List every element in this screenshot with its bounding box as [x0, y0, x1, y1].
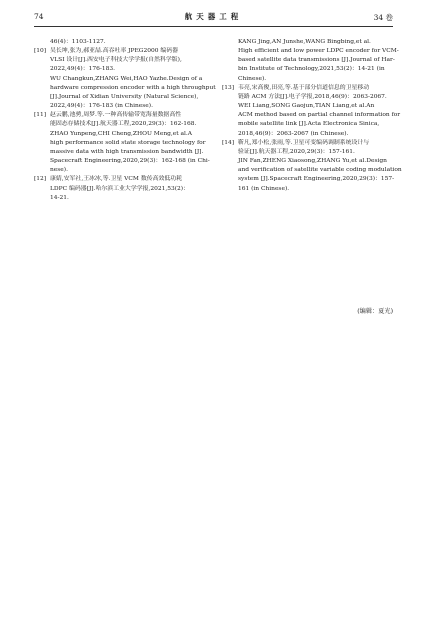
- reference-line: 康婧,安军社,王冰冰,等.卫星 VCM 数传高效低功耗: [50, 176, 183, 183]
- page-header: [34, 8, 393, 27]
- reference-number: [13]: [222, 84, 235, 91]
- reference-line: bin Institute of Technology,2021,53(2)：14-21 (in: [238, 66, 385, 73]
- reference-number: [11]: [34, 112, 47, 119]
- reference-line: Chinese).: [238, 75, 267, 82]
- reference-line: KANG Jing,AN Junshe,WANG Bingbing,et al.: [238, 39, 371, 45]
- reference-entry: [34, 111, 212, 175]
- reference-number: [10]: [34, 48, 47, 55]
- reference-line: High efficient and low power LDPC encoder for VCM-: [238, 48, 399, 55]
- reference-line: 2022,49(4)：176-183 (in Chinese).: [50, 103, 153, 110]
- reference-line: 吴长坤,张为,郝亚喆.高吞吐率 JPEG2000 编码器: [50, 48, 179, 55]
- reference-line: WEI Liang,SONG Gaojun,TIAN Liang,et al.An: [238, 103, 375, 110]
- editor-note: (编辑：夏光): [357, 308, 393, 315]
- reference-line: WU Changkun,ZHANG Wei,HAO Yazhe.Design of a: [50, 75, 203, 82]
- references-right-column: [222, 38, 400, 194]
- reference-line: 链路 ACM 方法[J].电子学报,2018,46(9)：2063-2067.: [238, 93, 387, 100]
- reference-line: 2018,46(9)：2063-2067 (in Chinese).: [238, 130, 349, 137]
- reference-line: 14-21.: [50, 194, 69, 201]
- reference-line: 赵云鹏,池骋,周梦.等.一种高传输带宽海量数据高性: [50, 112, 182, 119]
- reference-line: ACM method based on partial channel information for: [238, 112, 401, 119]
- reference-line: hardware compression encoder with a high throughput: [50, 84, 216, 91]
- reference-number: [12]: [34, 176, 47, 183]
- reference-line: 验证[J].航天器工程,2020,29(3)：157-161.: [238, 148, 355, 155]
- reference-line: 46(4)：1103-1127.: [50, 39, 106, 45]
- reference-entry: [222, 38, 400, 84]
- volume-label: 34 卷: [373, 13, 393, 22]
- reference-line: [J].Journal of Xidian University (Natural Science),: [50, 93, 199, 100]
- reference-line: 韦亮,宋高俊,田亮,等.基于部分信道信息的卫星移动: [238, 84, 370, 91]
- reference-entry: [34, 38, 212, 47]
- journal-title: 航天器工程: [184, 12, 243, 21]
- reference-entry: [34, 47, 216, 111]
- page-number: 74: [34, 12, 44, 21]
- references-left-column: [34, 38, 216, 203]
- reference-line: 靳凡,郑小松,张雨,等.卫星可变编码调制系统设计与: [238, 139, 370, 146]
- reference-line: based satellite data transmissions [J].Journal of Har-: [238, 57, 395, 64]
- reference-line: VLSI 设计[J].西安电子科技大学学报(自然科学版),: [50, 57, 182, 64]
- reference-line: 161 (in Chinese).: [238, 185, 290, 192]
- reference-line: and verification of satellite variable coding modulation: [238, 167, 402, 174]
- reference-line: 能固态存储技术[J].航天器工程,2020,29(3)：162-168.: [50, 121, 197, 128]
- reference-line: mobile satellite link [J].Acta Electronica Sinica,: [238, 121, 380, 128]
- reference-line: nese).: [50, 167, 68, 174]
- reference-line: ZHAO Yunpeng,CHI Cheng,ZHOU Meng,et al.A: [50, 130, 193, 137]
- reference-line: massive data with high transmission bandwidth [J].: [50, 148, 204, 155]
- reference-line: system [J].Spacecraft Engineering,2020,29(3)：157-: [238, 176, 395, 183]
- reference-line: JIN Fan,ZHENG Xiaosong,ZHANG Yu,et al.Design: [238, 158, 387, 165]
- reference-line: LDPC 编码器[J].哈尔滨工业大学学报,2021,53(2)：: [50, 185, 189, 192]
- reference-number: [14]: [222, 139, 235, 146]
- reference-entry: [222, 84, 400, 139]
- reference-entry: [34, 175, 212, 202]
- reference-line: high performance solid state storage technology for: [50, 139, 206, 146]
- reference-line: 2022,49(4)：176-183.: [50, 66, 115, 73]
- reference-entry: [222, 139, 400, 194]
- reference-line: Spacecraft Engineering,2020,29(3)：162-168 (in Chi-: [50, 158, 210, 165]
